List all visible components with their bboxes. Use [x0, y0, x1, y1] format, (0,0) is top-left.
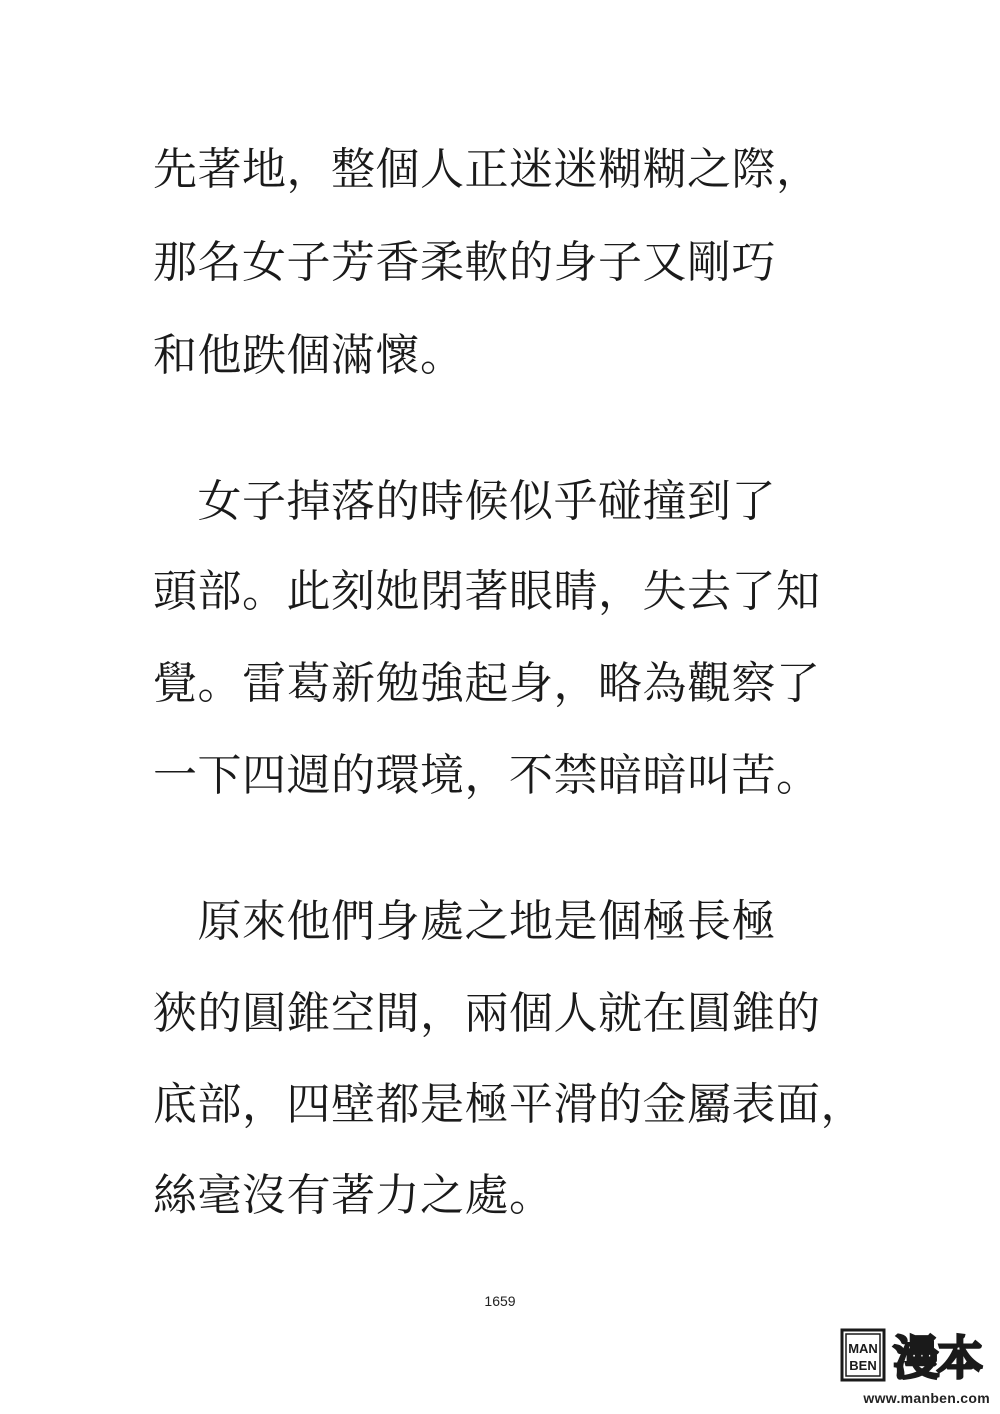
watermark-url: www.manben.com	[863, 1390, 990, 1406]
site-watermark	[840, 1326, 990, 1406]
svg-text:MAN: MAN	[848, 1341, 878, 1356]
text-line: 先著地，整個人正迷迷糊糊之際，	[153, 144, 821, 195]
text-line: 那名女子芳香柔軟的身子又剛巧	[153, 237, 776, 288]
text-line: 頭部。此刻她閉著眼睛，失去了知	[153, 566, 821, 617]
text-line: 覺。雷葛新勉強起身，略為觀察了	[153, 658, 821, 709]
page-number: 1659	[484, 1293, 516, 1309]
text-line: 女子掉落的時候似乎碰撞到了	[153, 476, 776, 527]
text-line: 原來他們身處之地是個極長極	[153, 896, 776, 947]
text-line: 狹的圓錐空間，兩個人就在圓錐的	[153, 988, 821, 1039]
svg-text:漫本: 漫本	[893, 1331, 981, 1385]
text-line: 和他跌個滿懷。	[153, 330, 465, 381]
svg-text:BEN: BEN	[849, 1358, 877, 1373]
manben-logo-icon	[840, 1326, 990, 1386]
text-line: 底部，四壁都是極平滑的金屬表面，	[153, 1079, 865, 1130]
text-line: 絲毫沒有著力之處。	[153, 1170, 554, 1221]
text-line: 一下四週的環境，不禁暗暗叫苦。	[153, 750, 821, 801]
